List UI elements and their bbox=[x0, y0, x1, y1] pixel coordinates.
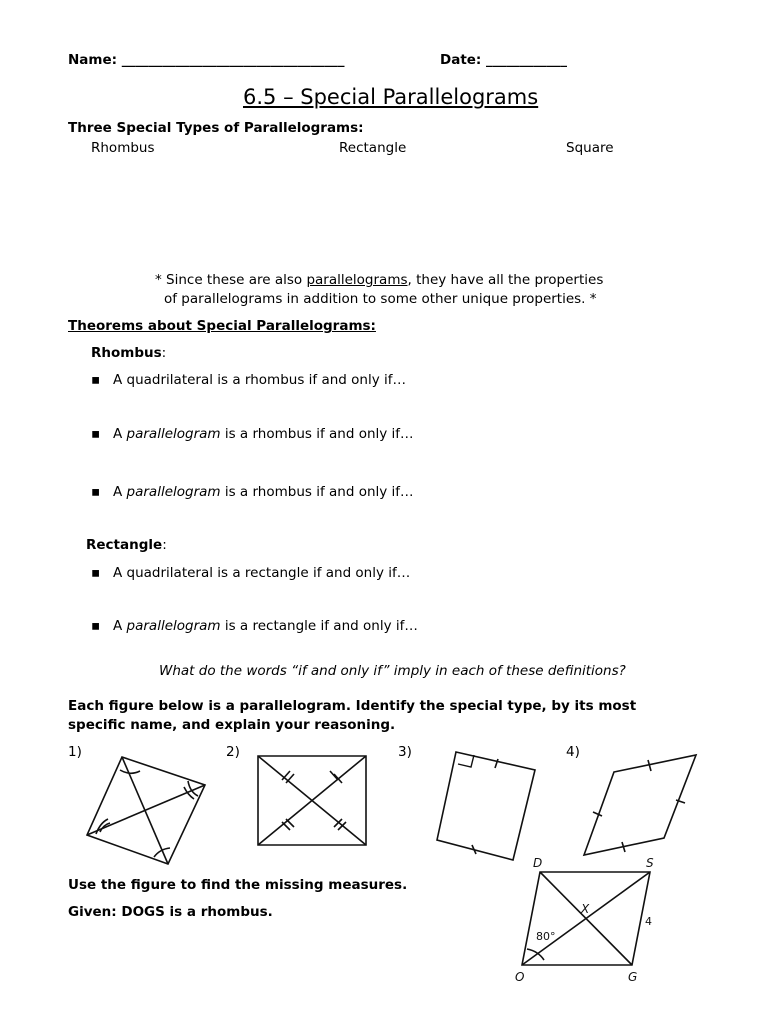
rhombus-diagonal bbox=[522, 872, 650, 965]
bullet-glyph: ▪ bbox=[91, 618, 101, 634]
bullet-glyph: ▪ bbox=[91, 372, 101, 388]
figure-2-parallelogram bbox=[250, 750, 375, 850]
date-blank: ____________ bbox=[486, 52, 568, 68]
note-text: , they have all the properties bbox=[407, 272, 604, 288]
rhombus-dogs-figure bbox=[505, 852, 670, 987]
center-label-x: X bbox=[581, 902, 590, 916]
bullet-glyph: ▪ bbox=[91, 565, 101, 581]
vertex-label-o: O bbox=[515, 970, 525, 984]
type-square: Square bbox=[566, 140, 614, 156]
figure-3-outline bbox=[437, 752, 535, 860]
name-blank: _________________________________ bbox=[121, 52, 345, 68]
bullet-glyph: ▪ bbox=[91, 426, 101, 442]
theorem-text: A bbox=[113, 426, 127, 442]
figure-1-parallelogram bbox=[80, 752, 210, 870]
theorem-text: A quadrilateral is a rectangle if and only if… bbox=[113, 565, 411, 581]
given-statement: Given: DOGS is a rhombus. bbox=[68, 904, 273, 920]
date-label: Date: bbox=[440, 52, 482, 68]
name-label: Name: bbox=[68, 52, 118, 68]
theorem-italic: parallelogram bbox=[126, 484, 221, 500]
figure-4-outline bbox=[584, 755, 696, 855]
rectangle-theorem-2 bbox=[113, 618, 418, 634]
vertex-label-g: G bbox=[628, 970, 638, 984]
date-field[interactable] bbox=[440, 52, 567, 68]
side-length-label: 4 bbox=[645, 915, 652, 928]
angle-arc bbox=[154, 848, 170, 857]
problem-number-2: 2) bbox=[226, 744, 240, 760]
type-rectangle: Rectangle bbox=[339, 140, 407, 156]
colon: : bbox=[161, 345, 167, 361]
rectangle-heading bbox=[86, 537, 167, 553]
vertex-label-s: S bbox=[646, 856, 654, 870]
rectangle-label: Rectangle bbox=[86, 537, 163, 553]
name-field[interactable] bbox=[68, 52, 344, 68]
theorem-text: A bbox=[113, 618, 127, 634]
colon: : bbox=[162, 537, 167, 553]
rhombus-theorem-2 bbox=[113, 426, 414, 442]
note-parallelograms-underlined: parallelograms bbox=[306, 272, 408, 288]
theorem-text: is a rhombus if and only if… bbox=[220, 484, 414, 500]
rhombus-heading bbox=[91, 345, 166, 361]
tick-mark bbox=[330, 771, 338, 780]
rectangle-theorem-1 bbox=[113, 565, 410, 581]
exercise-instructions-1: Each figure below is a parallelogram. Identify the special type, by its most bbox=[68, 698, 637, 714]
rhombus-theorem-3 bbox=[113, 484, 414, 500]
tick-mark bbox=[286, 819, 294, 827]
bullet-glyph: ▪ bbox=[91, 484, 101, 500]
note-line-2: of parallelograms in addition to some other unique properties. * bbox=[164, 291, 597, 307]
iff-question: What do the words “if and only if” imply in each of these definitions? bbox=[159, 663, 626, 679]
problem-number-1: 1) bbox=[68, 744, 82, 760]
angle-label: 80° bbox=[536, 930, 556, 943]
theorem-text: is a rhombus if and only if… bbox=[220, 426, 414, 442]
right-angle-mark bbox=[458, 755, 474, 767]
exercise-instructions-2: specific name, and explain your reasoning. bbox=[68, 717, 396, 733]
figure-4-parallelogram bbox=[575, 748, 705, 860]
theorem-text: A bbox=[113, 484, 127, 500]
types-heading: Three Special Types of Parallelograms: bbox=[68, 120, 364, 136]
theorem-italic: parallelogram bbox=[126, 426, 221, 442]
theorem-text: is a rectangle if and only if… bbox=[220, 618, 418, 634]
missing-measures-instructions: Use the figure to find the missing measures. bbox=[68, 877, 408, 893]
theorem-italic: parallelogram bbox=[126, 618, 221, 634]
theorem-text: A quadrilateral is a rhombus if and only if… bbox=[113, 372, 406, 388]
figure-3-parallelogram bbox=[430, 745, 540, 865]
note-line-1 bbox=[155, 272, 603, 288]
problem-number-4: 4) bbox=[566, 744, 580, 760]
type-rhombus: Rhombus bbox=[91, 140, 155, 156]
vertex-label-d: D bbox=[533, 856, 543, 870]
tick-mark bbox=[282, 822, 290, 830]
note-text: * Since these are also bbox=[155, 272, 307, 288]
problem-number-3: 3) bbox=[398, 744, 412, 760]
rhombus-label: Rhombus bbox=[91, 345, 162, 361]
page-title: 6.5 – Special Parallelograms bbox=[243, 85, 539, 109]
theorems-heading: Theorems about Special Parallelograms: bbox=[68, 318, 376, 334]
rhombus-theorem-1 bbox=[113, 372, 406, 388]
angle-arc bbox=[120, 770, 140, 773]
